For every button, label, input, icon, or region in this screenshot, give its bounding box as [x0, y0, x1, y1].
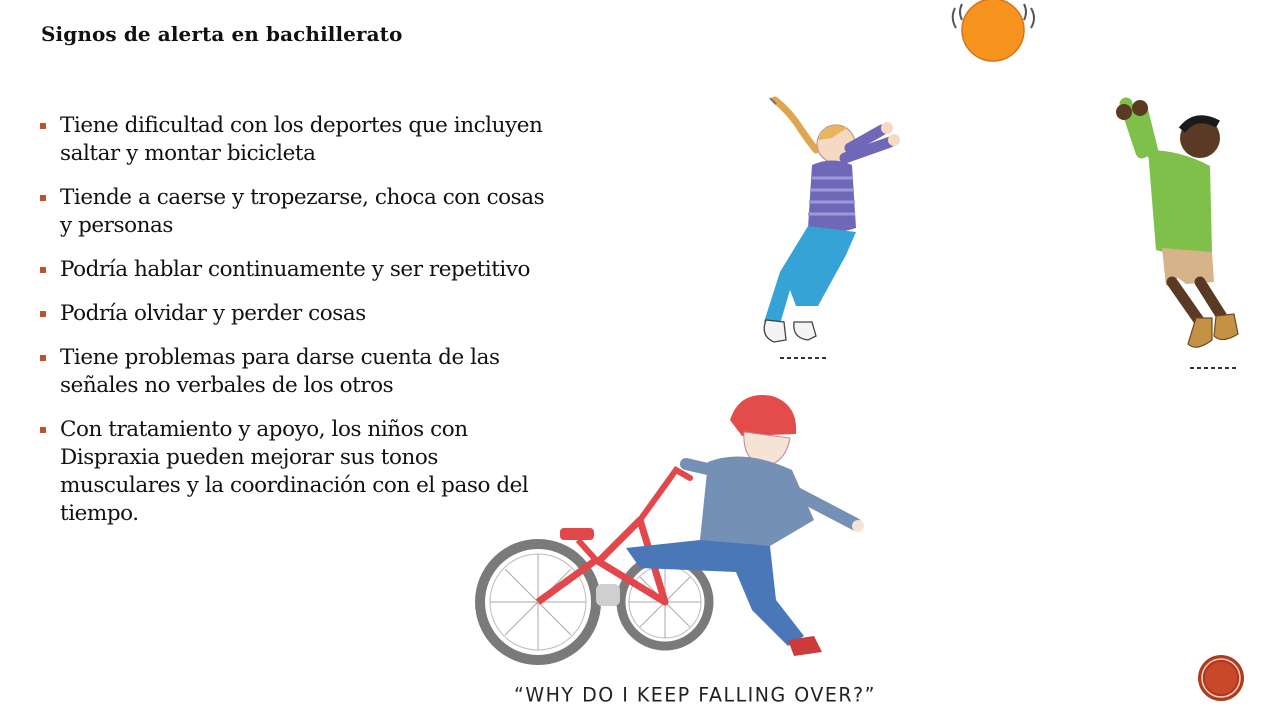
bullet-text: Tiene dificultad con los deportes que incluyen saltar y montar bicicleta [60, 113, 543, 166]
bullet-text: Tiene problemas para darse cuenta de las señales no verbales de los otros [60, 345, 500, 398]
falling-child-bicycle-image [480, 395, 864, 660]
bullet-text: Tiende a caerse y tropezarse, choca con cosas y personas [60, 185, 545, 238]
illustration-caption: “WHY DO I KEEP FALLING OVER?” [514, 683, 876, 707]
jumping-boy-image [1116, 100, 1238, 368]
bullet-text: Podría olvidar y perder cosas [60, 301, 366, 326]
slide-title: Signos de alerta en bachillerato [41, 22, 403, 46]
next-slide-button[interactable] [1197, 654, 1245, 702]
bullet-text: Con tratamiento y apoyo, los niños con Dispraxia pueden mejorar sus tonos musculares y la coordinación con el paso del tiempo. [60, 417, 529, 526]
ball-image [953, 0, 1034, 61]
jumping-girl-image [764, 98, 900, 358]
next-slide-circle-icon [1197, 654, 1245, 702]
bullet-text: Podría hablar continuamente y ser repetitivo [60, 257, 531, 282]
